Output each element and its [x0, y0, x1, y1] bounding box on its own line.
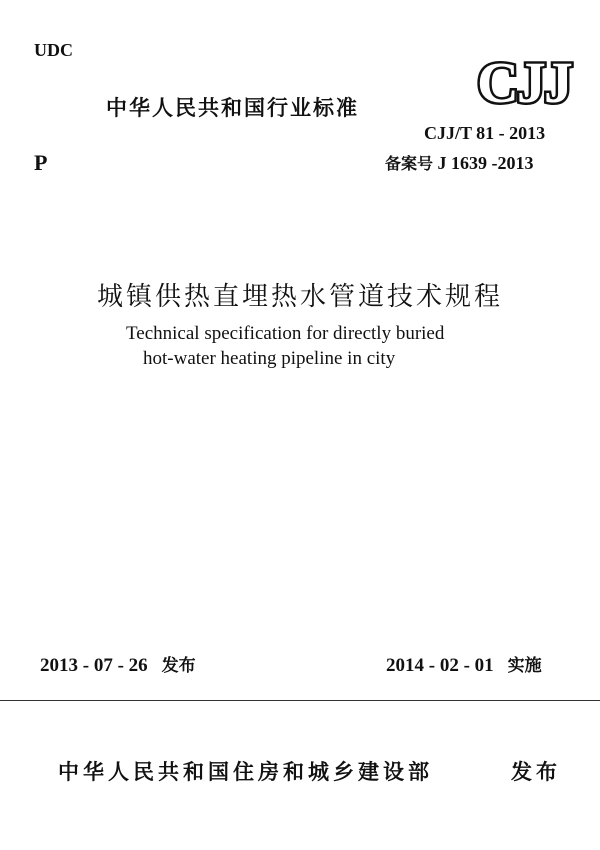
- classification-code: P: [34, 150, 48, 175]
- title-chinese: 城镇供热直埋热水管道技术规程: [96, 282, 503, 312]
- record-number: [385, 151, 534, 174]
- record-number-value: J 1639 -2013: [437, 153, 534, 173]
- standard-type: 中华人民共和国行业标准: [106, 96, 359, 120]
- divider-line: [0, 700, 600, 701]
- title-english-line1: Technical specification for directly buried: [126, 323, 445, 344]
- publish-label: 发布: [161, 656, 196, 676]
- record-prefix: 备案号: [385, 154, 434, 173]
- implement-date: [386, 651, 542, 677]
- implement-date-value: 2014 - 02 - 01: [386, 655, 494, 676]
- publisher: 中华人民共和国住房和城乡建设部: [58, 760, 433, 784]
- udc-label: UDC: [34, 40, 73, 60]
- implement-label: 实施: [507, 656, 542, 676]
- cjj-logo: [470, 50, 578, 114]
- publish-date: [40, 651, 196, 677]
- publisher-action: 发布: [511, 760, 561, 784]
- title-english-line2: hot-water heating pipeline in city: [143, 348, 396, 369]
- standard-number: CJJ/T 81 - 2013: [424, 123, 546, 143]
- cjj-logo-text: CJJ: [477, 50, 571, 114]
- publish-date-value: 2013 - 07 - 26: [40, 655, 148, 676]
